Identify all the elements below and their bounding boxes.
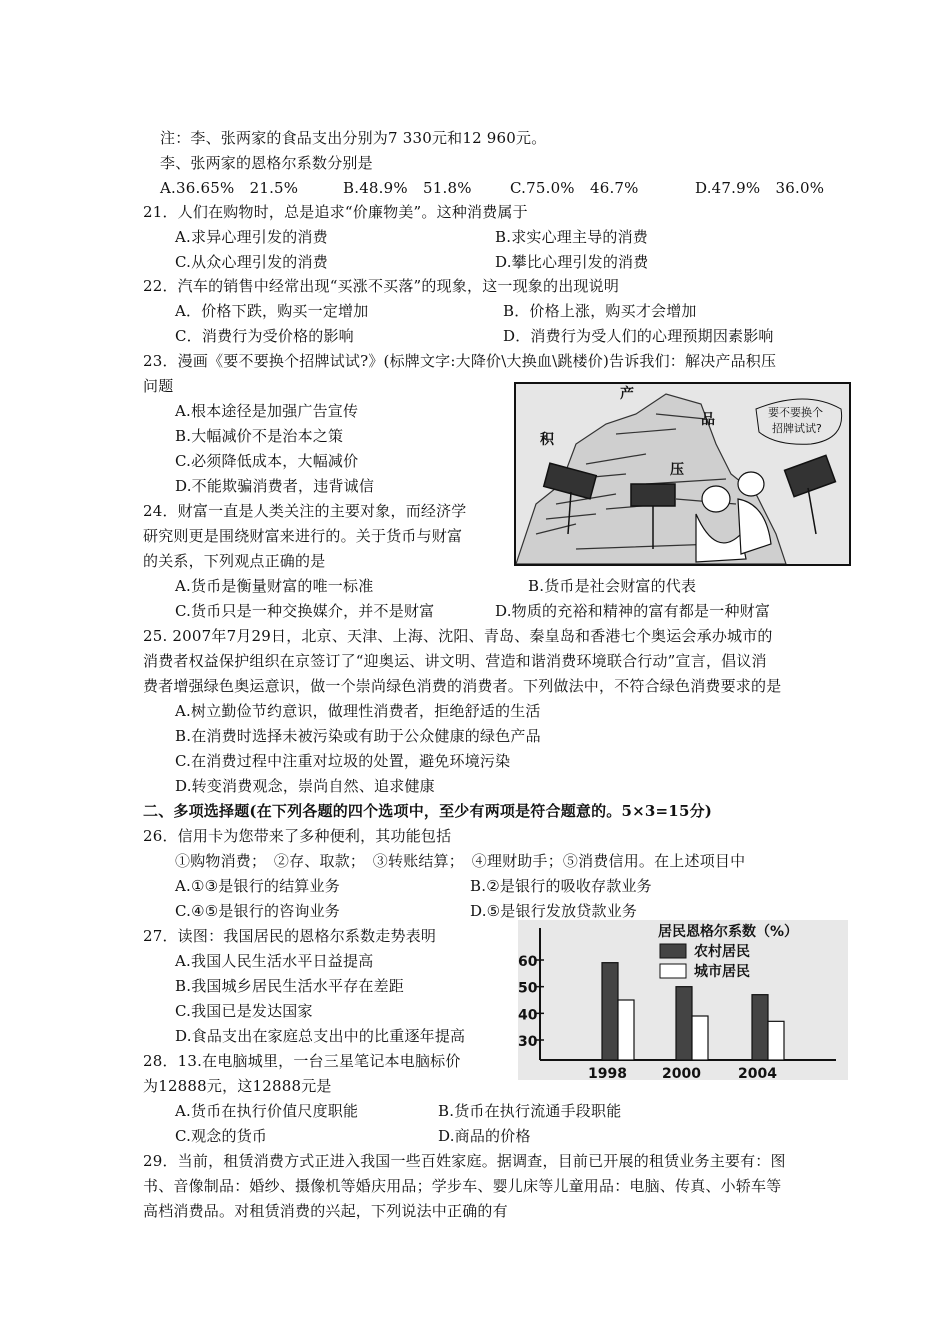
q25-option-d: D.转变消费观念，崇尚自然、追求健康 bbox=[175, 777, 435, 795]
q25-option-b: B.在消费时选择未被污染或有助于公众健康的绿色产品 bbox=[175, 727, 541, 745]
q28-stem-line2: 为12888元，这12888元是 bbox=[143, 1077, 332, 1095]
cartoon-bubble-line1: 要不要换个 bbox=[768, 406, 823, 419]
q28-option-c: C.观念的货币 bbox=[175, 1127, 268, 1145]
q24-option-d: D.物质的充裕和精神的富有都是一种财富 bbox=[495, 602, 771, 620]
bar-rural-2004 bbox=[752, 995, 768, 1060]
q22-stem: 22．汽车的销售中经常出现“买涨不买落”的现象，这一现象的出现说明 bbox=[143, 277, 620, 295]
q26-option-d: D.⑤是银行发放贷款业务 bbox=[470, 902, 638, 920]
engel-chart bbox=[518, 920, 848, 1080]
cartoon-image bbox=[514, 382, 851, 566]
cartoon-char-3: 积 bbox=[540, 432, 554, 448]
intro-option-b: B.48.9% 51.8% bbox=[343, 179, 472, 197]
q22-option-c: C．消费行为受价格的影响 bbox=[175, 327, 354, 345]
q26-option-a: A.①③是银行的结算业务 bbox=[175, 877, 340, 895]
q23-option-c: C.必须降低成本，大幅减价 bbox=[175, 452, 359, 470]
cartoon-char-4: 压 bbox=[670, 462, 684, 478]
q25-stem-line1: 25. 2007年7月29日，北京、天津、上海、沈阳、青岛、秦皇岛和香港七个奥运会承办城市的 bbox=[143, 627, 773, 645]
q27-option-d: D.食品支出在家庭总支出中的比重逐年提高 bbox=[175, 1027, 466, 1045]
q25-option-c: C.在消费过程中注重对垃圾的处置，避免环境污染 bbox=[175, 752, 511, 770]
intro-note: 注：李、张两家的食品支出分别为7 330元和12 960元。 bbox=[160, 129, 547, 147]
y-tick-label: 60 bbox=[518, 954, 538, 970]
cartoon-char-2: 品 bbox=[701, 412, 715, 428]
q23-stem-line2: 问题 bbox=[143, 377, 174, 395]
q28-option-d: D.商品的价格 bbox=[438, 1127, 531, 1145]
legend-label-rural: 农村居民 bbox=[694, 944, 750, 960]
q26-option-c: C.④⑤是银行的咨询业务 bbox=[175, 902, 341, 920]
section2-heading: 二、多项选择题(在下列各题的四个选项中，至少有两项是符合题意的。5×3=15分) bbox=[143, 802, 713, 820]
bar-urban-2004 bbox=[768, 1021, 784, 1060]
q27-option-b: B.我国城乡居民生活水平存在差距 bbox=[175, 977, 404, 995]
q23-option-d: D.不能欺骗消费者，违背诚信 bbox=[175, 477, 375, 495]
q26-stem: 26．信用卡为您带来了多种便利，其功能包括 bbox=[143, 827, 452, 845]
q24-option-a: A.货币是衡量财富的唯一标准 bbox=[175, 577, 374, 595]
q29-stem-line1: 29．当前，租赁消费方式正进入我国一些百姓家庭。据调查，目前已开展的租赁业务主要有：图 bbox=[143, 1152, 786, 1170]
q24-option-c: C.货币只是一种交换媒介，并不是财富 bbox=[175, 602, 435, 620]
q27-stem: 27．读图：我国居民的恩格尔系数走势表明 bbox=[143, 927, 437, 945]
q29-stem-line2: 书、音像制品：婚纱、摄像机等婚庆用品；学步车、婴儿床等儿童用品：电脑、传真、小轿车等 bbox=[143, 1177, 782, 1195]
intro-option-d: D.47.9% 36.0% bbox=[695, 179, 825, 197]
legend-swatch-rural bbox=[660, 944, 686, 958]
q24-stem-line1: 24．财富一直是人类关注的主要对象，而经济学 bbox=[143, 502, 467, 520]
intro-option-a: A.36.65% 21.5% bbox=[160, 179, 299, 197]
q21-option-b: B.求实心理主导的消费 bbox=[495, 228, 648, 246]
q27-option-c: C.我国已是发达国家 bbox=[175, 1002, 313, 1020]
q26-option-b: B.②是银行的吸收存款业务 bbox=[470, 877, 652, 895]
q23-option-b: B.大幅减价不是治本之策 bbox=[175, 427, 344, 445]
legend-label-urban: 城市居民 bbox=[694, 964, 750, 980]
q29-stem-line3: 高档消费品。对租赁消费的兴起，下列说法中正确的有 bbox=[143, 1202, 508, 1220]
q21-option-c: C.从众心理引发的消费 bbox=[175, 253, 328, 271]
x-tick-label-1998: 1998 bbox=[588, 1066, 627, 1080]
q22-option-d: D．消费行为受人们的心理预期因素影响 bbox=[503, 327, 774, 345]
q27-option-a: A.我国人民生活水平日益提高 bbox=[175, 952, 374, 970]
q25-stem-line2: 消费者权益保护组织在京签订了“迎奥运、讲文明、营造和谐消费环境联合行动”宣言，倡议消 bbox=[143, 652, 767, 670]
chart-title: 居民恩格尔系数（%） bbox=[658, 924, 799, 940]
cartoon-drawing bbox=[516, 384, 849, 564]
q28-option-b: B.货币在执行流通手段职能 bbox=[438, 1102, 622, 1120]
q28-stem-line1: 28．13.在电脑城里，一台三星笔记本电脑标价 bbox=[143, 1052, 461, 1070]
legend-swatch-urban bbox=[660, 964, 686, 978]
bar-urban-2000 bbox=[692, 1016, 708, 1060]
q28-option-a: A.货币在执行价值尺度职能 bbox=[175, 1102, 359, 1120]
q21-stem: 21．人们在购物时，总是追求“价廉物美”。这种消费属于 bbox=[143, 203, 528, 221]
y-tick-label: 30 bbox=[518, 1034, 538, 1050]
q26-items: ①购物消费； ②存、取款； ③转账结算； ④理财助手；⑤消费信用。在上述项目中 bbox=[175, 852, 746, 870]
bar-urban-1998 bbox=[618, 1000, 634, 1060]
bar-rural-2000 bbox=[676, 987, 692, 1060]
bar-rural-1998 bbox=[602, 963, 618, 1060]
cartoon-bubble-line2: 招牌试试? bbox=[772, 422, 822, 435]
intro-option-c: C.75.0% 46.7% bbox=[510, 179, 639, 197]
intro-question: 李、张两家的恩格尔系数分别是 bbox=[160, 154, 373, 172]
q24-option-b: B.货币是社会财富的代表 bbox=[528, 577, 697, 595]
q21-option-a: A.求异心理引发的消费 bbox=[175, 228, 328, 246]
y-tick-label: 40 bbox=[518, 1007, 538, 1024]
engel-chart-svg bbox=[518, 920, 848, 1080]
cartoon-char-1: 产 bbox=[620, 386, 634, 402]
q24-stem-line3: 的关系，下列观点正确的是 bbox=[143, 552, 326, 570]
q23-stem-line1: 23．漫画《要不要换个招牌试试?》(标牌文字:大降价\大换血\跳楼价)告诉我们：解决产品积压 bbox=[143, 352, 777, 370]
q24-stem-line2: 研究则更是围绕财富来进行的。关于货币与财富 bbox=[143, 527, 463, 545]
q23-option-a: A.根本途径是加强广告宣传 bbox=[175, 402, 359, 420]
x-tick-label-2004: 2004 bbox=[738, 1066, 777, 1080]
q25-stem-line3: 费者增强绿色奥运意识，做一个崇尚绿色消费的消费者。下列做法中，不符合绿色消费要求的是 bbox=[143, 677, 782, 695]
y-tick-label: 50 bbox=[518, 980, 538, 997]
q22-option-a: A．价格下跌，购买一定增加 bbox=[175, 302, 369, 320]
q22-option-b: B．价格上涨，购买才会增加 bbox=[503, 302, 697, 320]
q25-option-a: A.树立勤俭节约意识，做理性消费者，拒绝舒适的生活 bbox=[175, 702, 541, 720]
x-tick-label-2000: 2000 bbox=[662, 1066, 701, 1080]
q21-option-d: D.攀比心理引发的消费 bbox=[495, 253, 649, 271]
